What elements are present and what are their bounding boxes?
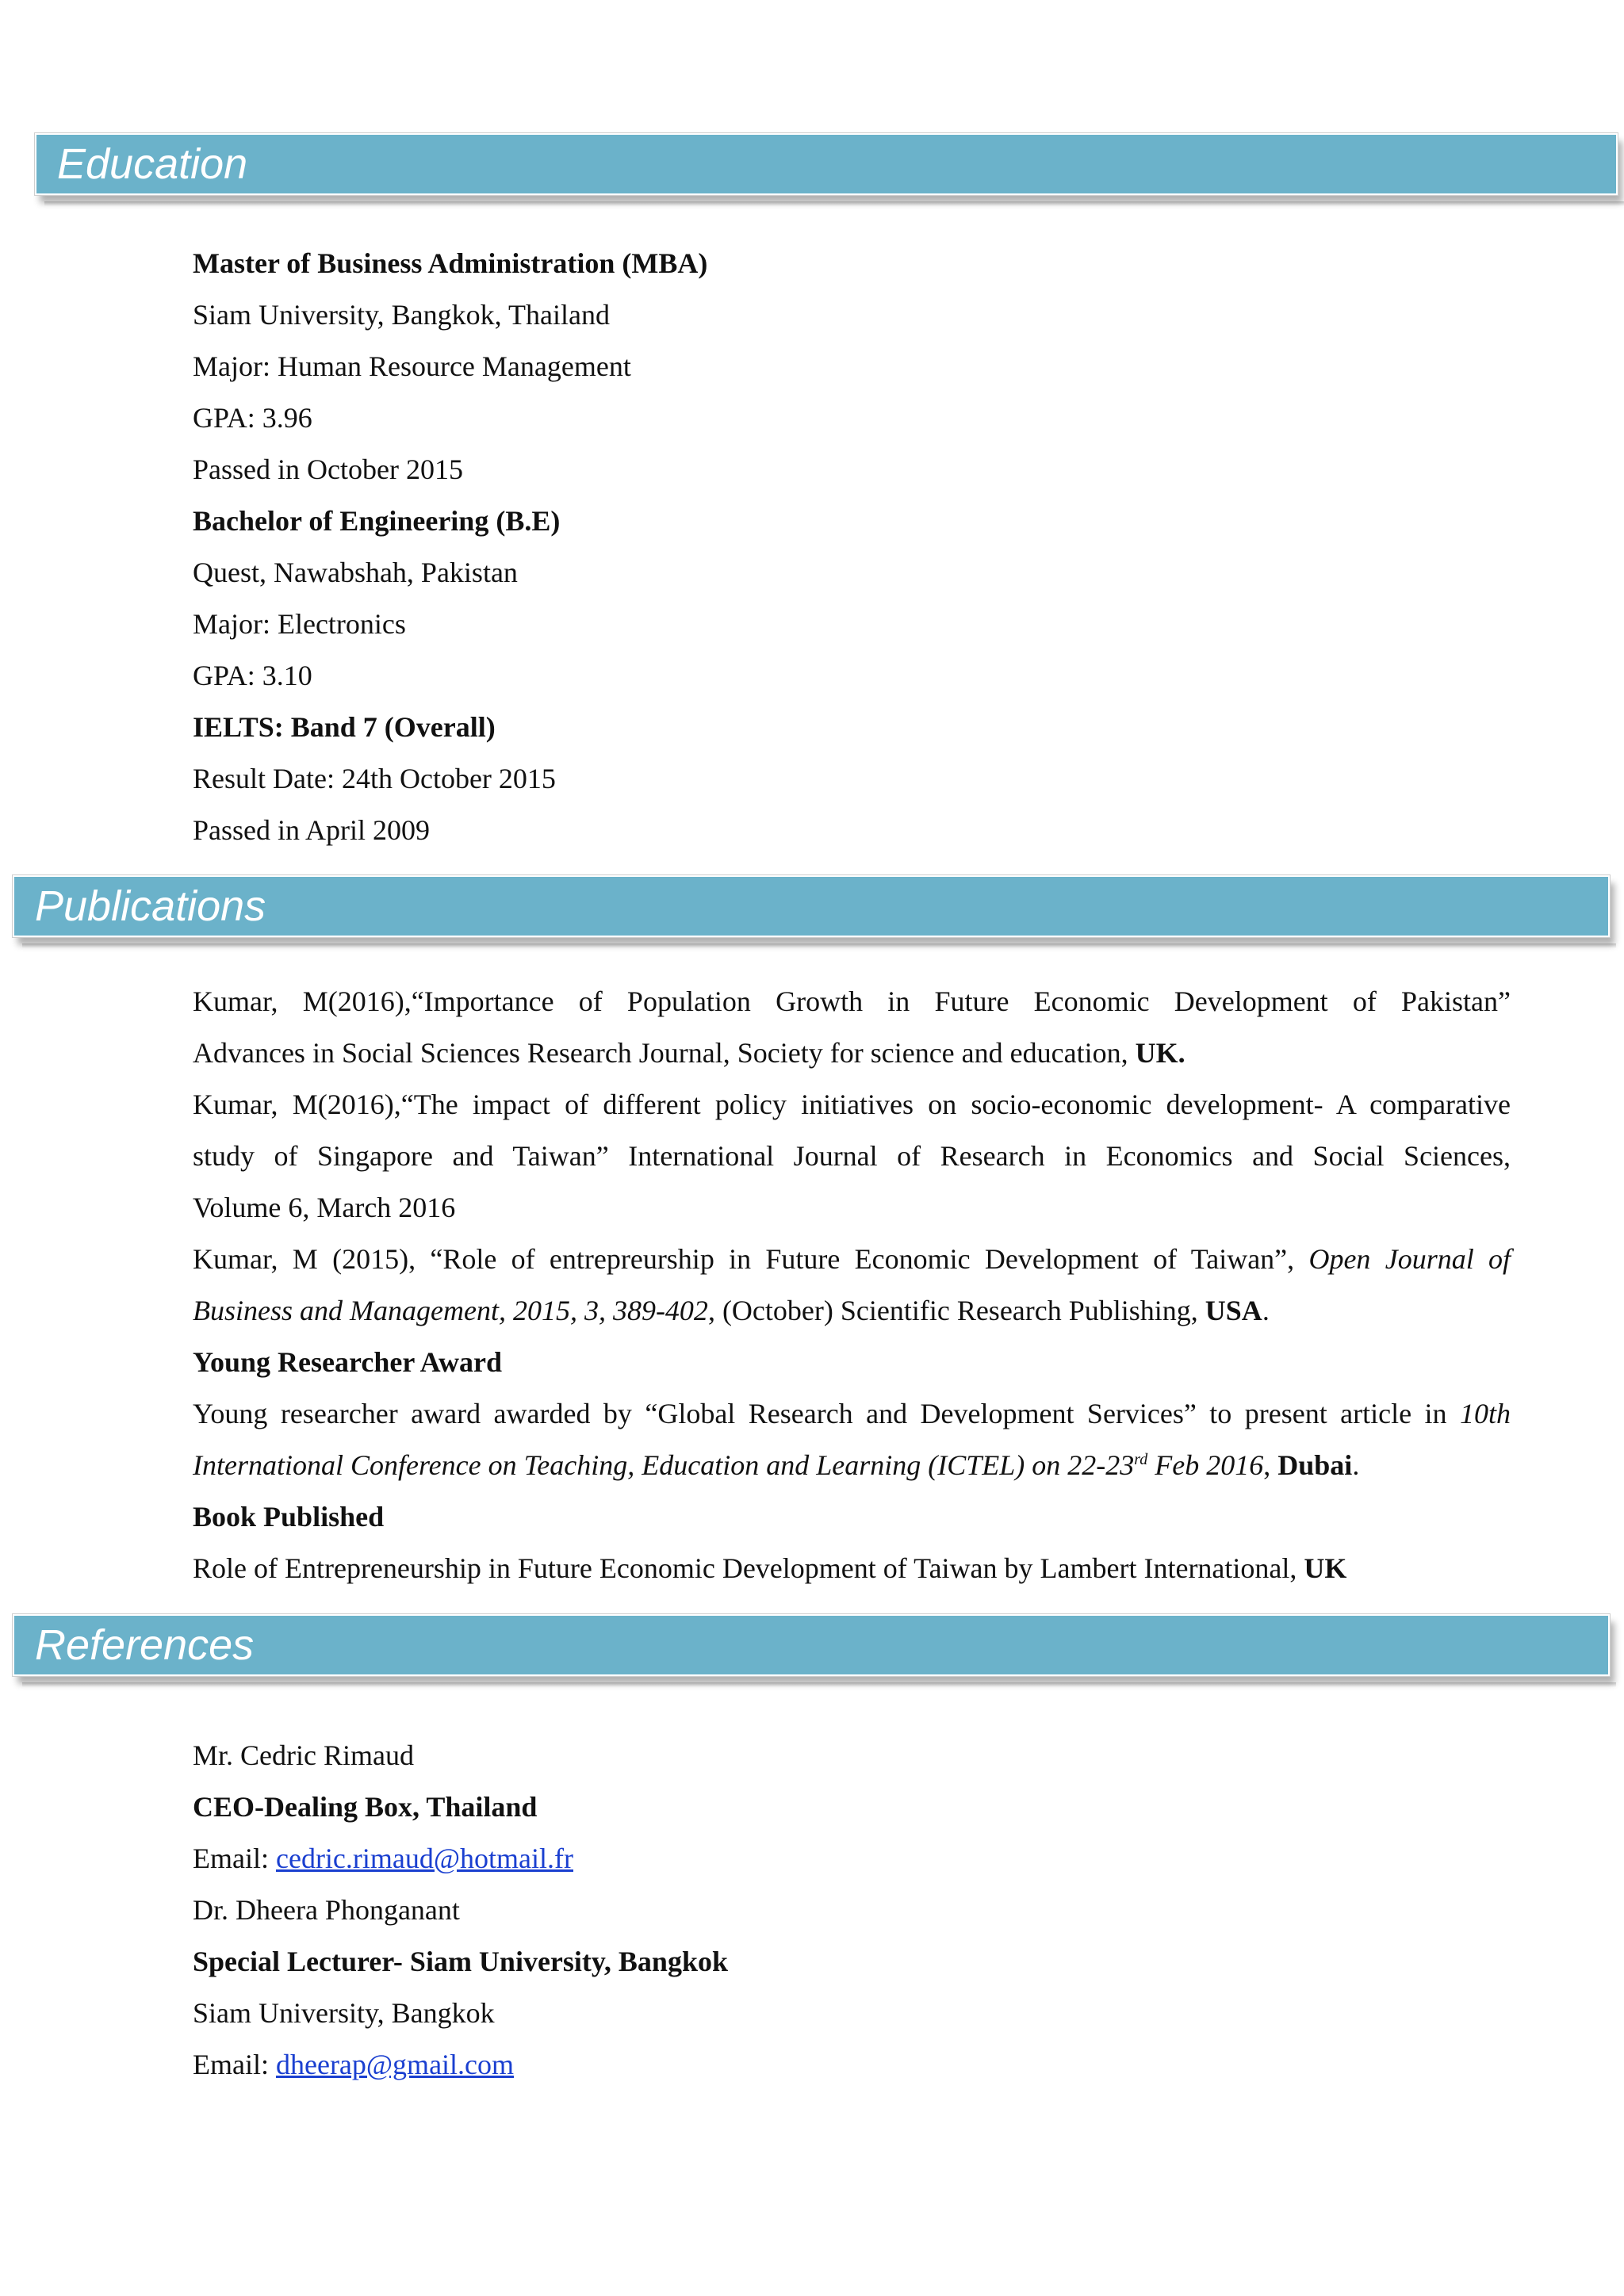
education-section [193,238,1511,856]
ref2-org: Siam University, Bangkok [193,1997,495,2029]
ref1-email-label: Email: [193,1843,276,1874]
ref1-email-line [193,1833,1511,1885]
pub3-journal-a: Open Journal of [1308,1243,1511,1275]
ref1-title: CEO-Dealing Box, Thailand [193,1791,538,1823]
pub3-line1 [193,1234,1511,1285]
book-text: Role of Entrepreneurship in Future Economic Development of Taiwan by Lambert International, [193,1552,1304,1584]
be-gpa: GPA: 3.10 [193,660,312,691]
pub2-line3: Volume 6, March 2016 [193,1192,456,1223]
pub2-line2: study of Singapore and Taiwan” International Journal of Research in Economics and Social Sciences, [193,1140,1511,1172]
publications-section [193,976,1511,1594]
mba-gpa: GPA: 3.96 [193,402,312,434]
mba-school: Siam University, Bangkok, Thailand [193,299,610,331]
mba-major: Major: Human Resource Management [193,350,631,382]
ielts-passed: Passed in April 2009 [193,814,431,846]
award-ordinal: 10th [1459,1398,1511,1429]
ref2-email-link[interactable]: dheerap@gmail.com [275,2049,515,2080]
references-header: References [13,1614,1610,1676]
ielts-date: Result Date: 24th October 2015 [193,763,556,794]
award-line1 [193,1388,1511,1440]
book-country: UK [1304,1552,1347,1584]
ielts-title: IELTS: Band 7 (Overall) [193,711,496,743]
award-conference: International Conference on Teaching, Education and Learning (ICTEL) on 22-23 [193,1449,1135,1481]
award-date: Feb 2016 [1147,1449,1264,1481]
award-period: . [1352,1449,1360,1481]
ref2-name: Dr. Dheera Phonganant [193,1894,460,1926]
publications-header: Publications [13,875,1610,937]
pub1-country: UK. [1135,1037,1185,1069]
award-line2 [193,1440,1511,1491]
mba-title: Master of Business Administration (MBA) [193,247,708,279]
pub3-citation: Kumar, M (2015), “Role of entrepreurship in Future Economic Development of Taiwan”, [193,1243,1309,1275]
pub3-period: . [1262,1295,1270,1326]
ref2-email-label: Email: [193,2049,276,2080]
education-header: Education [35,133,1618,195]
ref1-email-link[interactable]: cedric.rimaud@hotmail.fr [275,1843,573,1874]
ref2-title: Special Lecturer- Siam University, Bangkok [193,1946,728,1977]
ref1-name: Mr. Cedric Rimaud [193,1739,414,1771]
be-title: Bachelor of Engineering (B.E) [193,505,561,537]
references-section [193,1730,1511,2091]
mba-passed: Passed in October 2015 [193,453,463,485]
award-sup: rd [1134,1451,1148,1468]
award-text: Young researcher award awarded by “Global Research and Development Services” to present article in [193,1398,1460,1429]
pub3-country: USA [1205,1295,1262,1326]
be-school: Quest, Nawabshah, Pakistan [193,557,518,588]
award-title: Young Researcher Award [193,1346,502,1378]
be-major: Major: Electronics [193,608,406,640]
book-title: Book Published [193,1501,385,1533]
award-city: Dubai [1277,1449,1353,1481]
award-comma: , [1263,1449,1278,1481]
pub3-journal-b: Business and Management, 2015, 3, 389-402 [193,1295,708,1326]
book-line [193,1543,1511,1594]
pub1-journal: Advances in Social Sciences Research Journal, Society for science and education, [193,1037,1136,1069]
ref2-email-line [193,2039,1511,2091]
pub2-line1: Kumar, M(2016),“The impact of different policy initiatives on socio-economic development- A comparative [193,1089,1511,1120]
pub1-line1: Kumar, M(2016),“Importance of Population Growth in Future Economic Development of Pakistan” [193,985,1511,1017]
pub3-publisher: , (October) Scientific Research Publishing, [707,1295,1205,1326]
pub1-line2 [193,1027,1511,1079]
pub3-line2 [193,1285,1511,1337]
